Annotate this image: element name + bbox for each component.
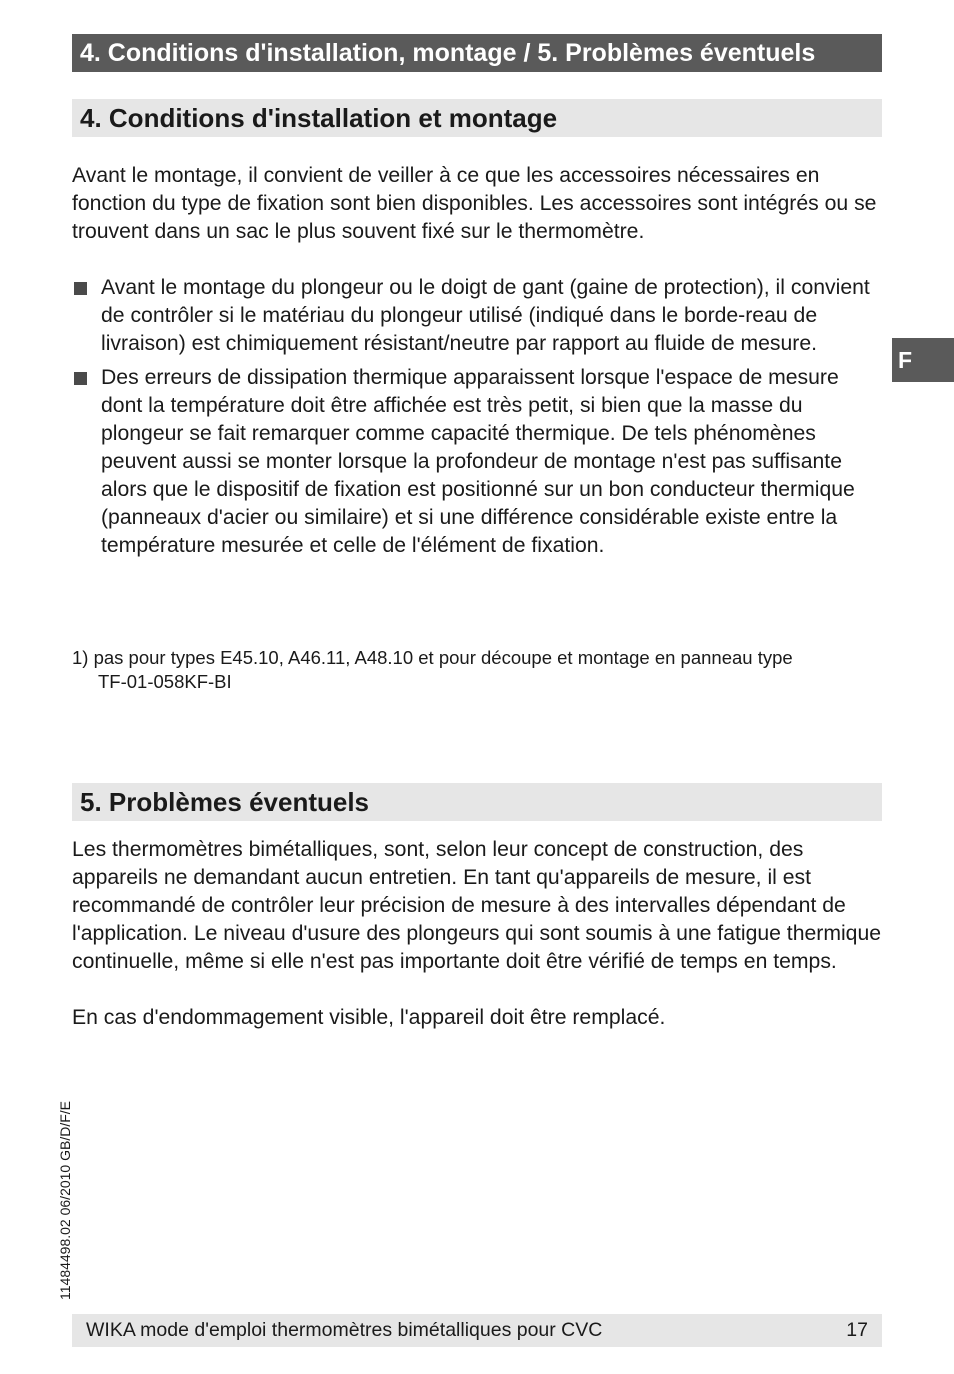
list-item (72, 274, 884, 358)
footnote (72, 646, 884, 694)
footnote-line-1: 1) pas pour types E45.10, A46.11, A48.10 et pour découpe et montage en panneau type (72, 647, 793, 668)
bullet-text: Avant le montage du plongeur ou le doigt de gant (gaine de protection), il convient de contrôler si le matériau du plongeur utilisé (indiqué dans le borde-reau de livraison) est chimiquement résistant/neutre par rapport au fluide de mesure. (101, 276, 870, 355)
footnote-line-2: TF-01-058KF-BI (98, 671, 232, 692)
bullet-text: Des erreurs de dissipation thermique apparaissent lorsque l'espace de mesure dont la température doit être affichée est très petit, si bien que la masse du plongeur se fait remarquer comme capacité thermique. De tels phénomènes peuvent aussi se monter lorsque la profondeur de montage n'est pas suffisante alors que le dispositif de fixation est positionné sur un bon conducteur thermique (panneaux d'acier ou similaire) et si une différence considérable existe entre la température mesurée et celle de l'élément de fixation. (101, 366, 855, 557)
section-4-heading (72, 99, 882, 137)
page-header-bar (72, 34, 882, 72)
document-code: 11484498.02 06/2010 GB/D/F/E (57, 1101, 73, 1300)
section-5-body-2: En cas d'endommagement visible, l'appareil doit être remplacé. (72, 1006, 666, 1029)
page-header-title: 4. Conditions d'installation, montage / 5. Problèmes éventuels (80, 39, 816, 67)
square-bullet-icon (74, 282, 87, 295)
language-tab (892, 338, 954, 382)
page-number: 17 (846, 1319, 868, 1341)
section-4-bullet-list (72, 274, 884, 566)
language-tab-label: F (898, 347, 913, 373)
section-4-intro: Avant le montage, il convient de veiller à ce que les accessoires nécessaires en fonction du type de fixation sont bien disponibles. Les accessoires sont intégrés ou se trouvent dans un sac le plus souvent fixé sur le thermomètre. (72, 164, 877, 243)
section-5-body: Les thermomètres bimétalliques, sont, selon leur concept de construction, des appareils ne demandant aucun entretien. En tant qu'appareils de mesure, il est recommandé de contrôler leur précision de mesure à des intervalles dépendant de l'application. Le niveau d'usure des plongeurs qui sont soumis à une fatigue thermique continuelle, même si elle n'est pas importante doit être vérifié de temps en temps. (72, 838, 882, 973)
footer-text: WIKA mode d'emploi thermomètres bimétalliques pour CVC (86, 1319, 603, 1341)
section-4-title: 4. Conditions d'installation et montage (80, 103, 558, 133)
page-footer (72, 1314, 882, 1347)
square-bullet-icon (74, 372, 87, 385)
section-5-title: 5. Problèmes éventuels (80, 787, 370, 817)
list-item (72, 364, 884, 560)
section-5-heading (72, 783, 882, 821)
